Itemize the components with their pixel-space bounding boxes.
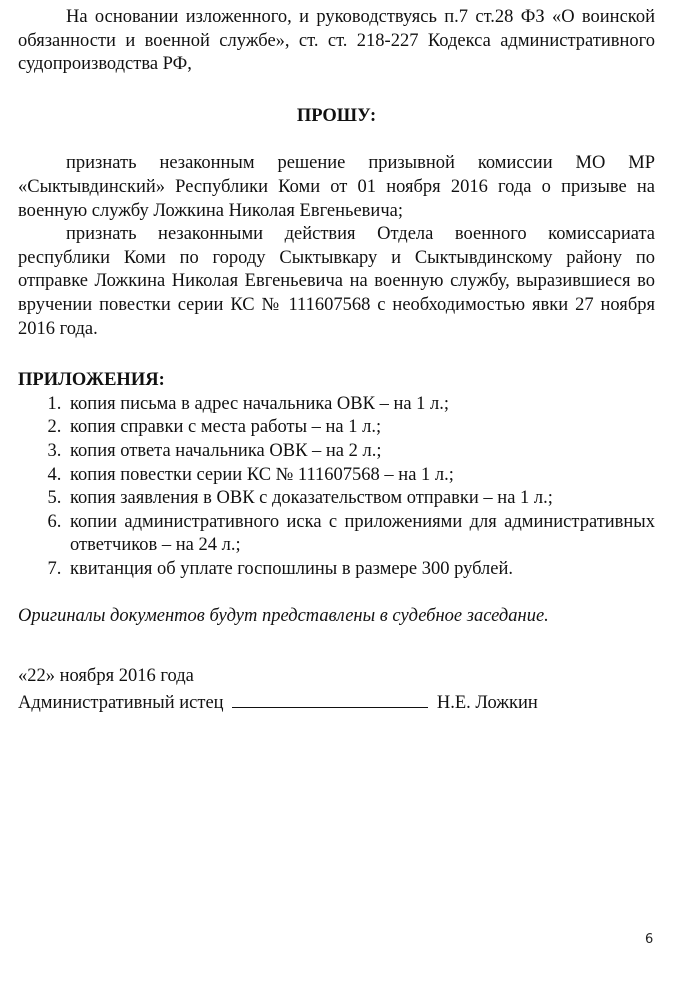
intro-paragraph: На основании изложенного, и руководствуясь п.7 ст.28 ФЗ «О воинской обязанности и военной службе», ст. ст. 218-227 Кодекса административного судопроизводства РФ, bbox=[18, 7, 655, 75]
appendix-item: 2. копия справки с места работы – на 1 л.; bbox=[66, 416, 655, 440]
signer-name: Н.Е. Ложкин bbox=[436, 692, 538, 713]
appendix-item: 7. квитанция об уплате госпошлины в размере 300 рублей. bbox=[66, 558, 655, 582]
appendix-list bbox=[18, 393, 655, 582]
appendix-item: 3. копия ответа начальника ОВК – на 2 л.; bbox=[66, 440, 655, 464]
signer-role: Административный истец bbox=[18, 692, 224, 713]
document-page bbox=[18, 6, 655, 715]
appendix-item: 5. копия заявления в ОВК с доказательством отправки – на 1 л.; bbox=[66, 487, 655, 511]
document-date: «22» ноября 2016 года bbox=[18, 666, 194, 687]
appendix-item: 6. копии административного иска с приложениями для административных ответчиков – на 24 л.; bbox=[66, 511, 655, 558]
request-item: признать незаконными действия Отдела военного комиссариата республики Коми по городу Сыктывкару и Сыктывдинскому району по отправке Ложкина Николая Евгеньевича на военную службу, выразившиеся во вручении повестки серии КС № 111607568 с необходимостью явки 27 ноября 2016 года. bbox=[18, 224, 655, 339]
appendix-heading: ПРИЛОЖЕНИЯ: bbox=[18, 370, 165, 391]
signature-blank bbox=[232, 689, 428, 708]
signature-line bbox=[18, 689, 655, 716]
originals-note: Оригиналы документов будут представлены в судебное заседание. bbox=[18, 606, 549, 627]
request-heading: ПРОШУ: bbox=[296, 105, 377, 126]
appendix-item: 1. копия письма в адрес начальника ОВК – на 1 л.; bbox=[66, 393, 655, 417]
request-item: признать незаконным решение призывной комиссии МО МР «Сыктывдинский» Республики Коми от 01 ноября 2016 года о призыве на военную службу Ложкина Николая Евгеньевича; bbox=[18, 153, 655, 221]
appendix-item: 4. копия повестки серии КС № 111607568 – на 1 л.; bbox=[66, 464, 655, 488]
page-number: 6 bbox=[645, 932, 654, 947]
